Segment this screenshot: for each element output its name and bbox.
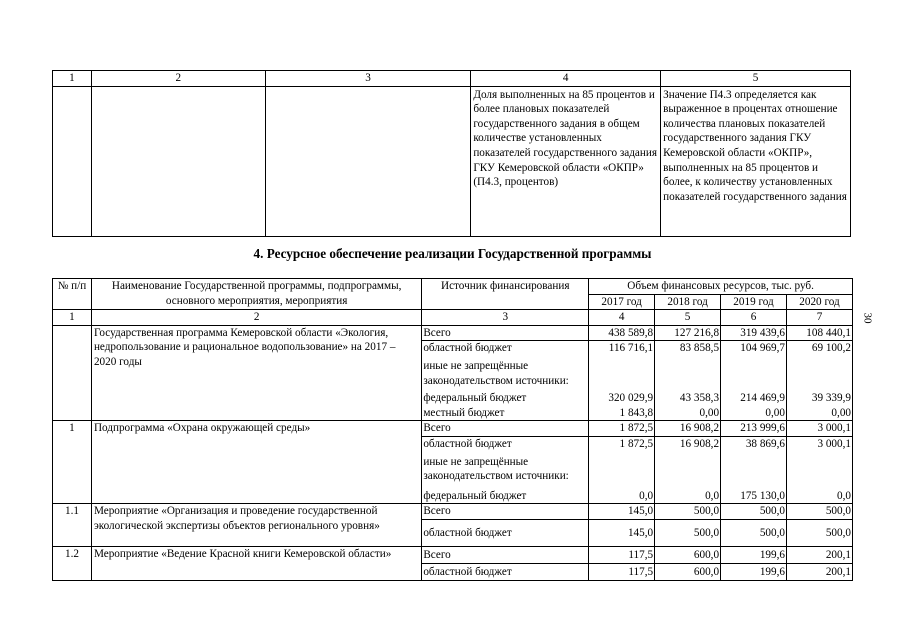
value-cell: 600,0	[655, 546, 721, 563]
value-cell: 104 969,7	[721, 341, 787, 356]
value-cell	[589, 452, 655, 484]
column-number: 5	[655, 310, 721, 326]
value-cell: 319 439,6	[721, 325, 787, 341]
value-cell: 116 716,1	[589, 341, 655, 356]
cell-empty	[53, 86, 92, 236]
column-number: 7	[786, 310, 852, 326]
source-cell: Всего	[422, 504, 589, 520]
source-cell: иные не запрещённые законодательством источники:	[422, 452, 589, 484]
value-cell: 16 908,2	[655, 436, 721, 451]
column-number: 2	[91, 310, 421, 326]
cell-empty	[91, 86, 265, 236]
table-header-row	[53, 71, 851, 87]
header-year: 2018 год	[655, 294, 721, 310]
value-cell: 0,0	[786, 484, 852, 504]
value-cell	[655, 452, 721, 484]
value-cell: 600,0	[655, 563, 721, 580]
value-cell: 199,6	[721, 546, 787, 563]
source-cell: Всего	[422, 421, 589, 437]
header-volume: Объем финансовых ресурсов, тыс. руб.	[589, 279, 853, 295]
value-cell: 0,0	[655, 484, 721, 504]
value-cell	[655, 356, 721, 388]
source-cell: Всего	[422, 546, 589, 563]
value-cell: 39 339,9	[786, 388, 852, 406]
event-name: Мероприятие «Ведение Красной книги Кемеровской области»	[91, 546, 421, 580]
value-cell	[786, 452, 852, 484]
value-cell: 199,6	[721, 563, 787, 580]
column-number: 2	[91, 71, 265, 87]
value-cell: 16 908,2	[655, 421, 721, 437]
value-cell	[721, 452, 787, 484]
header-source: Источник финансирования	[422, 279, 589, 310]
header-year: 2019 год	[721, 294, 787, 310]
column-number: 6	[721, 310, 787, 326]
value-cell: 0,00	[786, 406, 852, 421]
value-cell: 500,0	[721, 519, 787, 546]
header-name: Наименование Государственной программы, подпрограммы, основного мероприятия, мероприятия	[91, 279, 421, 310]
event-name: Мероприятие «Организация и проведение государственной экологической экспертизы объектов регионального уровня»	[91, 504, 421, 547]
value-cell: 438 589,8	[589, 325, 655, 341]
table-row	[53, 504, 853, 520]
value-cell: 500,0	[721, 504, 787, 520]
value-cell: 117,5	[589, 546, 655, 563]
source-cell: областной бюджет	[422, 563, 589, 580]
value-cell: 38 869,6	[721, 436, 787, 451]
column-number: 4	[589, 310, 655, 326]
value-cell: 0,0	[589, 484, 655, 504]
header-number: № п/п	[53, 279, 92, 310]
table-row	[53, 86, 851, 236]
table-row	[53, 421, 853, 437]
value-cell: 108 440,1	[786, 325, 852, 341]
value-cell: 145,0	[589, 504, 655, 520]
table-row	[53, 325, 853, 341]
source-cell: областной бюджет	[422, 519, 589, 546]
column-number: 5	[661, 71, 851, 87]
source-cell: областной бюджет	[422, 436, 589, 451]
value-cell	[721, 356, 787, 388]
source-cell: местный бюджет	[422, 406, 589, 421]
value-cell: 83 858,5	[655, 341, 721, 356]
value-cell: 200,1	[786, 546, 852, 563]
row-number: 1.2	[53, 546, 92, 580]
value-cell: 145,0	[589, 519, 655, 546]
value-cell: 1 872,5	[589, 421, 655, 437]
source-cell: федеральный бюджет	[422, 388, 589, 406]
source-cell: Всего	[422, 325, 589, 341]
column-number-row	[53, 310, 853, 326]
value-cell: 3 000,1	[786, 436, 852, 451]
column-number: 1	[53, 71, 92, 87]
column-number: 1	[53, 310, 92, 326]
row-number: 1.1	[53, 504, 92, 547]
cell-empty	[265, 86, 471, 236]
value-cell: 500,0	[786, 504, 852, 520]
row-number	[53, 325, 92, 421]
value-cell: 500,0	[655, 519, 721, 546]
value-cell: 117,5	[589, 563, 655, 580]
indicator-name: Доля выполненных на 85 процентов и более плановых показателей государственного задания в общем количестве установленных показателей государственного задания ГКУ Кемеровской области «ОКПР» (П4.3, процентов)	[471, 86, 661, 236]
value-cell: 127 216,8	[655, 325, 721, 341]
indicator-method: Значение П4.3 определяется как выраженное в процентах отношение количества плановых показателей государственного задания ГКУ Кемеровской области «ОКПР», выполненных на 85 процентов и более, к количеству установленных показателей государственного задания	[661, 86, 851, 236]
subprogram-name: Подпрограмма «Охрана окружающей среды»	[91, 421, 421, 504]
page-number: 30	[861, 312, 874, 324]
value-cell: 3 000,1	[786, 421, 852, 437]
value-cell	[786, 356, 852, 388]
column-number: 4	[471, 71, 661, 87]
value-cell: 214 469,9	[721, 388, 787, 406]
program-name: Государственная программа Кемеровской области «Экология, недропользование и рациональное водопользование» на 2017 – 2020 годы	[91, 325, 421, 421]
section-title: 4. Ресурсное обеспечение реализации Государственной программы	[253, 246, 652, 261]
column-number: 3	[422, 310, 589, 326]
header-year: 2020 год	[786, 294, 852, 310]
resource-table	[52, 278, 853, 581]
value-cell: 200,1	[786, 563, 852, 580]
row-number: 1	[53, 421, 92, 504]
table-header-row	[53, 279, 853, 295]
value-cell: 1 843,8	[589, 406, 655, 421]
value-cell: 213 999,6	[721, 421, 787, 437]
value-cell: 320 029,9	[589, 388, 655, 406]
value-cell: 43 358,3	[655, 388, 721, 406]
value-cell: 0,00	[655, 406, 721, 421]
source-cell: федеральный бюджет	[422, 484, 589, 504]
value-cell: 69 100,2	[786, 341, 852, 356]
source-cell: иные не запрещённые законодательством источники:	[422, 356, 589, 388]
value-cell: 1 872,5	[589, 436, 655, 451]
value-cell: 500,0	[655, 504, 721, 520]
value-cell: 500,0	[786, 519, 852, 546]
value-cell: 175 130,0	[721, 484, 787, 504]
indicators-table	[52, 70, 851, 237]
table-row	[53, 546, 853, 563]
source-cell: областной бюджет	[422, 341, 589, 356]
header-year: 2017 год	[589, 294, 655, 310]
value-cell	[589, 356, 655, 388]
value-cell: 0,00	[721, 406, 787, 421]
column-number: 3	[265, 71, 471, 87]
